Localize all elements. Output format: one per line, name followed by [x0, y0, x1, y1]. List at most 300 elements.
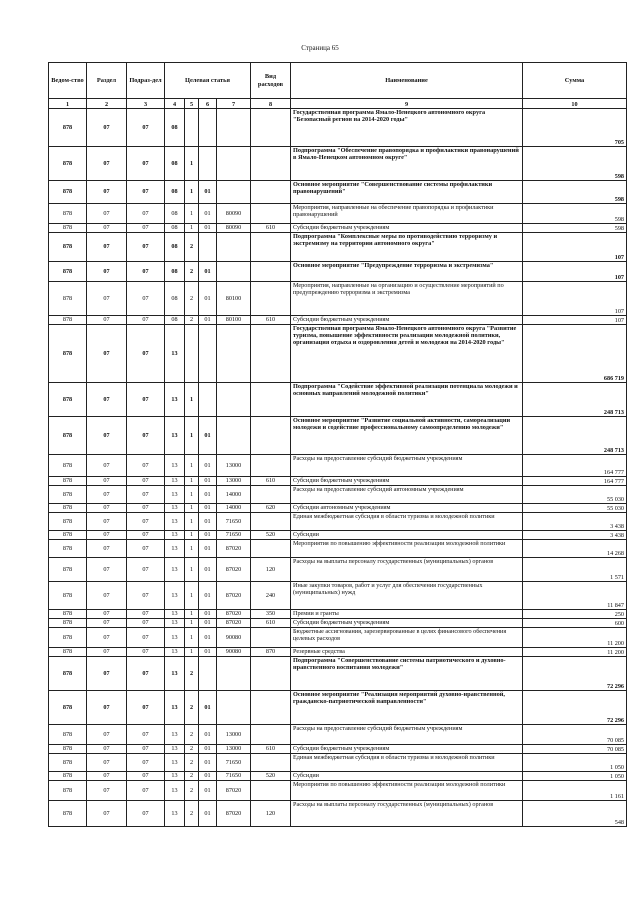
- target-program-cell: 08: [165, 316, 185, 325]
- amount-cell: 3 438: [523, 513, 627, 531]
- target-program-cell: 13: [165, 582, 185, 610]
- target-direction-cell: 87020: [217, 610, 251, 619]
- budget-table: [48, 62, 627, 827]
- target-event-cell: 01: [199, 486, 217, 504]
- expense-type-cell: [251, 325, 291, 383]
- razdel-cell: 07: [87, 486, 127, 504]
- target-direction-cell: 71650: [217, 513, 251, 531]
- target-subprogram-cell: 2: [185, 772, 199, 781]
- podrazdel-cell: 07: [127, 316, 165, 325]
- name-cell: Единая межбюджетная субсидия в области туризма и молодежной политики: [291, 754, 523, 772]
- podrazdel-cell: 07: [127, 513, 165, 531]
- name-cell: Расходы на предоставление субсидий автономным учреждениям: [291, 486, 523, 504]
- podrazdel-cell: 07: [127, 455, 165, 477]
- expense-type-cell: [251, 657, 291, 691]
- expense-type-cell: [251, 781, 291, 801]
- target-event-cell: 01: [199, 619, 217, 628]
- target-event-cell: 01: [199, 610, 217, 619]
- razdel-cell: 07: [87, 455, 127, 477]
- razdel-cell: 07: [87, 262, 127, 282]
- razdel-cell: 07: [87, 282, 127, 316]
- target-subprogram-cell: 1: [185, 582, 199, 610]
- razdel-cell: 07: [87, 181, 127, 204]
- table-row: [49, 801, 627, 827]
- podrazdel-cell: 07: [127, 725, 165, 745]
- podrazdel-cell: 07: [127, 781, 165, 801]
- vedomstvo-cell: 878: [49, 691, 87, 725]
- podrazdel-cell: 07: [127, 109, 165, 147]
- name-cell: Подпрограмма "Совершенствование системы патриотического и духовно-нравственного воспитания молодежи": [291, 657, 523, 691]
- vedomstvo-cell: 878: [49, 224, 87, 233]
- podrazdel-cell: 07: [127, 628, 165, 648]
- target-program-cell: 08: [165, 224, 185, 233]
- expense-type-cell: 610: [251, 619, 291, 628]
- table-row: [49, 233, 627, 262]
- podrazdel-cell: 07: [127, 147, 165, 181]
- header-naimenovanie: Наименование: [291, 63, 523, 99]
- target-event-cell: 01: [199, 282, 217, 316]
- expense-type-cell: 520: [251, 531, 291, 540]
- podrazdel-cell: 07: [127, 417, 165, 455]
- target-subprogram-cell: [185, 109, 199, 147]
- expense-type-cell: [251, 109, 291, 147]
- amount-cell: 72 296: [523, 691, 627, 725]
- name-cell: Субсидии бюджетным учреждениям: [291, 316, 523, 325]
- target-direction-cell: 80090: [217, 224, 251, 233]
- razdel-cell: 07: [87, 781, 127, 801]
- target-event-cell: 01: [199, 504, 217, 513]
- name-cell: Субсидии автономным учреждениям: [291, 504, 523, 513]
- target-event-cell: 01: [199, 754, 217, 772]
- razdel-cell: 07: [87, 477, 127, 486]
- column-number: 2: [87, 99, 127, 109]
- podrazdel-cell: 07: [127, 745, 165, 754]
- target-subprogram-cell: 2: [185, 745, 199, 754]
- vedomstvo-cell: 878: [49, 619, 87, 628]
- column-number: 7: [217, 99, 251, 109]
- target-direction-cell: [217, 383, 251, 417]
- target-program-cell: 13: [165, 417, 185, 455]
- table-row: [49, 486, 627, 504]
- table-row: [49, 628, 627, 648]
- amount-cell: 107: [523, 233, 627, 262]
- podrazdel-cell: 07: [127, 754, 165, 772]
- razdel-cell: 07: [87, 531, 127, 540]
- table-row: [49, 540, 627, 558]
- target-subprogram-cell: 1: [185, 181, 199, 204]
- expense-type-cell: 870: [251, 648, 291, 657]
- target-subprogram-cell: 1: [185, 477, 199, 486]
- vedomstvo-cell: 878: [49, 513, 87, 531]
- table-row: [49, 224, 627, 233]
- razdel-cell: 07: [87, 648, 127, 657]
- expense-type-cell: 610: [251, 316, 291, 325]
- target-direction-cell: [217, 233, 251, 262]
- amount-cell: 164 777: [523, 477, 627, 486]
- expense-type-cell: [251, 417, 291, 455]
- target-subprogram-cell: 1: [185, 504, 199, 513]
- header-summa: Сумма: [523, 63, 627, 99]
- name-cell: Субсидии бюджетным учреждениям: [291, 745, 523, 754]
- amount-cell: 3 438: [523, 531, 627, 540]
- target-direction-cell: 13000: [217, 725, 251, 745]
- expense-type-cell: 350: [251, 610, 291, 619]
- table-row: [49, 648, 627, 657]
- target-direction-cell: 71650: [217, 772, 251, 781]
- razdel-cell: 07: [87, 224, 127, 233]
- target-direction-cell: 90080: [217, 648, 251, 657]
- table-row: [49, 745, 627, 754]
- target-direction-cell: 13000: [217, 455, 251, 477]
- vedomstvo-cell: 878: [49, 181, 87, 204]
- vedomstvo-cell: 878: [49, 109, 87, 147]
- table-row: [49, 504, 627, 513]
- amount-cell: 72 296: [523, 657, 627, 691]
- expense-type-cell: [251, 147, 291, 181]
- table-row: [49, 610, 627, 619]
- name-cell: Мероприятия по повышению эффективности реализации молодежной политики: [291, 540, 523, 558]
- target-event-cell: 01: [199, 648, 217, 657]
- table-row: [49, 383, 627, 417]
- vedomstvo-cell: 878: [49, 147, 87, 181]
- column-number: 6: [199, 99, 217, 109]
- name-cell: Премии и гранты: [291, 610, 523, 619]
- target-program-cell: 13: [165, 325, 185, 383]
- target-subprogram-cell: 2: [185, 754, 199, 772]
- vedomstvo-cell: 878: [49, 262, 87, 282]
- vedomstvo-cell: 878: [49, 657, 87, 691]
- target-direction-cell: 80090: [217, 204, 251, 224]
- target-program-cell: 13: [165, 531, 185, 540]
- name-cell: Расходы на выплаты персоналу государственных (муниципальных) органов: [291, 558, 523, 582]
- target-event-cell: 01: [199, 745, 217, 754]
- target-subprogram-cell: 2: [185, 233, 199, 262]
- column-number: 1: [49, 99, 87, 109]
- podrazdel-cell: 07: [127, 224, 165, 233]
- target-direction-cell: 80100: [217, 316, 251, 325]
- target-event-cell: 01: [199, 582, 217, 610]
- target-direction-cell: 87020: [217, 801, 251, 827]
- target-subprogram-cell: 2: [185, 781, 199, 801]
- amount-cell: 598: [523, 181, 627, 204]
- name-cell: Субсидии бюджетным учреждениям: [291, 224, 523, 233]
- table-row: [49, 477, 627, 486]
- expense-type-cell: [251, 725, 291, 745]
- expense-type-cell: [251, 540, 291, 558]
- razdel-cell: 07: [87, 754, 127, 772]
- table-row: [49, 657, 627, 691]
- target-event-cell: 01: [199, 558, 217, 582]
- target-direction-cell: 80100: [217, 282, 251, 316]
- target-program-cell: 13: [165, 745, 185, 754]
- target-subprogram-cell: 1: [185, 619, 199, 628]
- podrazdel-cell: 07: [127, 648, 165, 657]
- header-vedomstvo: Ведом-ство: [49, 63, 87, 99]
- target-program-cell: 08: [165, 262, 185, 282]
- target-event-cell: 01: [199, 801, 217, 827]
- expense-type-cell: [251, 486, 291, 504]
- name-cell: Бюджетные ассигнования, зарезервированные в целях финансового обеспечения целевых расходов: [291, 628, 523, 648]
- amount-cell: 164 777: [523, 455, 627, 477]
- target-program-cell: 13: [165, 725, 185, 745]
- expense-type-cell: [251, 754, 291, 772]
- name-cell: Резервные средства: [291, 648, 523, 657]
- amount-cell: 1 050: [523, 772, 627, 781]
- vedomstvo-cell: 878: [49, 204, 87, 224]
- target-subprogram-cell: 1: [185, 540, 199, 558]
- name-cell: Мероприятия, направленные на обеспечение правопорядка и профилактики правонарушений: [291, 204, 523, 224]
- amount-cell: 598: [523, 147, 627, 181]
- expense-type-cell: [251, 282, 291, 316]
- target-program-cell: 13: [165, 504, 185, 513]
- razdel-cell: 07: [87, 383, 127, 417]
- amount-cell: 70 085: [523, 745, 627, 754]
- amount-cell: 11 200: [523, 628, 627, 648]
- target-direction-cell: [217, 147, 251, 181]
- target-program-cell: 13: [165, 648, 185, 657]
- vedomstvo-cell: 878: [49, 477, 87, 486]
- razdel-cell: 07: [87, 504, 127, 513]
- amount-cell: 55 030: [523, 504, 627, 513]
- expense-type-cell: [251, 628, 291, 648]
- target-direction-cell: 71650: [217, 754, 251, 772]
- name-cell: Субсидии бюджетным учреждениям: [291, 477, 523, 486]
- razdel-cell: 07: [87, 582, 127, 610]
- vedomstvo-cell: 878: [49, 582, 87, 610]
- column-number: 5: [185, 99, 199, 109]
- target-subprogram-cell: 1: [185, 204, 199, 224]
- razdel-cell: 07: [87, 610, 127, 619]
- razdel-cell: 07: [87, 801, 127, 827]
- amount-cell: 248 713: [523, 383, 627, 417]
- vedomstvo-cell: 878: [49, 233, 87, 262]
- table-row: [49, 582, 627, 610]
- expense-type-cell: [251, 383, 291, 417]
- amount-cell: 598: [523, 204, 627, 224]
- podrazdel-cell: 07: [127, 383, 165, 417]
- razdel-cell: 07: [87, 745, 127, 754]
- expense-type-cell: [251, 233, 291, 262]
- name-cell: Единая межбюджетная субсидия в области туризма и молодежной политики: [291, 513, 523, 531]
- target-program-cell: 08: [165, 181, 185, 204]
- target-subprogram-cell: [185, 325, 199, 383]
- amount-cell: 55 030: [523, 486, 627, 504]
- target-program-cell: 08: [165, 147, 185, 181]
- target-direction-cell: 14000: [217, 504, 251, 513]
- vedomstvo-cell: 878: [49, 504, 87, 513]
- name-cell: Подпрограмма "Содействие эффективной реализации потенциала молодежи и основных направлений молодежной политики": [291, 383, 523, 417]
- target-event-cell: 01: [199, 531, 217, 540]
- target-direction-cell: 87020: [217, 558, 251, 582]
- razdel-cell: 07: [87, 691, 127, 725]
- expense-type-cell: [251, 455, 291, 477]
- name-cell: Подпрограмма "Обеспечение правопорядка и профилактики правонарушений в Ямало-Ненецком автономном округе": [291, 147, 523, 181]
- razdel-cell: 07: [87, 513, 127, 531]
- amount-cell: 1 571: [523, 558, 627, 582]
- target-subprogram-cell: 1: [185, 558, 199, 582]
- target-program-cell: 13: [165, 513, 185, 531]
- table-row: [49, 725, 627, 745]
- podrazdel-cell: 07: [127, 610, 165, 619]
- name-cell: Мероприятия по повышению эффективности реализации молодежной политики: [291, 781, 523, 801]
- target-program-cell: 13: [165, 754, 185, 772]
- target-event-cell: [199, 325, 217, 383]
- amount-cell: 1 050: [523, 754, 627, 772]
- target-program-cell: 13: [165, 619, 185, 628]
- table-row: [49, 513, 627, 531]
- target-program-cell: 13: [165, 628, 185, 648]
- podrazdel-cell: 07: [127, 325, 165, 383]
- expense-type-cell: 610: [251, 745, 291, 754]
- target-event-cell: 01: [199, 316, 217, 325]
- vedomstvo-cell: 878: [49, 486, 87, 504]
- target-subprogram-cell: 2: [185, 316, 199, 325]
- target-subprogram-cell: 1: [185, 147, 199, 181]
- name-cell: Иные закупки товаров, работ и услуг для обеспечения государственных (муниципальных) нужд: [291, 582, 523, 610]
- razdel-cell: 07: [87, 725, 127, 745]
- target-event-cell: 01: [199, 540, 217, 558]
- target-event-cell: 01: [199, 181, 217, 204]
- amount-cell: 11 200: [523, 648, 627, 657]
- target-event-cell: 01: [199, 725, 217, 745]
- razdel-cell: 07: [87, 657, 127, 691]
- target-program-cell: 08: [165, 204, 185, 224]
- razdel-cell: 07: [87, 417, 127, 455]
- target-event-cell: 01: [199, 224, 217, 233]
- table-row: [49, 558, 627, 582]
- column-number: 4: [165, 99, 185, 109]
- table-row: [49, 772, 627, 781]
- target-event-cell: 01: [199, 455, 217, 477]
- expense-type-cell: [251, 181, 291, 204]
- target-event-cell: 01: [199, 772, 217, 781]
- target-direction-cell: [217, 181, 251, 204]
- column-number: 9: [291, 99, 523, 109]
- vedomstvo-cell: 878: [49, 540, 87, 558]
- table-row: [49, 147, 627, 181]
- target-direction-cell: [217, 262, 251, 282]
- target-direction-cell: 71650: [217, 531, 251, 540]
- table-row: [49, 754, 627, 772]
- razdel-cell: 07: [87, 147, 127, 181]
- target-subprogram-cell: 2: [185, 725, 199, 745]
- table-row: [49, 109, 627, 147]
- podrazdel-cell: 07: [127, 181, 165, 204]
- amount-cell: 705: [523, 109, 627, 147]
- amount-cell: 600: [523, 619, 627, 628]
- target-direction-cell: 87020: [217, 540, 251, 558]
- razdel-cell: 07: [87, 540, 127, 558]
- target-program-cell: 08: [165, 233, 185, 262]
- razdel-cell: 07: [87, 619, 127, 628]
- page-number: Страница 65: [301, 44, 339, 52]
- vedomstvo-cell: 878: [49, 325, 87, 383]
- podrazdel-cell: 07: [127, 282, 165, 316]
- target-direction-cell: [217, 325, 251, 383]
- podrazdel-cell: 07: [127, 504, 165, 513]
- podrazdel-cell: 07: [127, 531, 165, 540]
- amount-cell: 1 161: [523, 781, 627, 801]
- name-cell: Основное мероприятие "Совершенствование системы профилактики правонарушений": [291, 181, 523, 204]
- target-program-cell: 13: [165, 558, 185, 582]
- target-subprogram-cell: 1: [185, 486, 199, 504]
- expense-type-cell: 610: [251, 224, 291, 233]
- target-direction-cell: 87020: [217, 582, 251, 610]
- expense-type-cell: [251, 204, 291, 224]
- target-direction-cell: [217, 109, 251, 147]
- name-cell: Расходы на предоставление субсидий бюджетным учреждениям: [291, 455, 523, 477]
- column-number: 10: [523, 99, 627, 109]
- target-program-cell: 13: [165, 486, 185, 504]
- podrazdel-cell: 07: [127, 540, 165, 558]
- header-razdel: Раздел: [87, 63, 127, 99]
- podrazdel-cell: 07: [127, 262, 165, 282]
- target-subprogram-cell: 1: [185, 531, 199, 540]
- table-row: [49, 282, 627, 316]
- vedomstvo-cell: 878: [49, 282, 87, 316]
- name-cell: Подпрограмма "Комплексные меры по противодействию терроризму и экстремизму на территории автономного округа": [291, 233, 523, 262]
- target-event-cell: 01: [199, 204, 217, 224]
- target-event-cell: [199, 233, 217, 262]
- podrazdel-cell: 07: [127, 558, 165, 582]
- vedomstvo-cell: 878: [49, 754, 87, 772]
- target-subprogram-cell: 1: [185, 417, 199, 455]
- amount-cell: 107: [523, 262, 627, 282]
- target-event-cell: 01: [199, 781, 217, 801]
- table-row: [49, 691, 627, 725]
- vedomstvo-cell: 878: [49, 455, 87, 477]
- razdel-cell: 07: [87, 109, 127, 147]
- table-row: [49, 316, 627, 325]
- header-podrazdel: Подраз-дел: [127, 63, 165, 99]
- amount-cell: 107: [523, 282, 627, 316]
- vedomstvo-cell: 878: [49, 781, 87, 801]
- target-program-cell: 08: [165, 282, 185, 316]
- vedomstvo-cell: 878: [49, 725, 87, 745]
- vedomstvo-cell: 878: [49, 417, 87, 455]
- target-subprogram-cell: 1: [185, 455, 199, 477]
- target-subprogram-cell: 1: [185, 628, 199, 648]
- amount-cell: 250: [523, 610, 627, 619]
- target-program-cell: 13: [165, 801, 185, 827]
- amount-cell: 598: [523, 224, 627, 233]
- target-direction-cell: 14000: [217, 486, 251, 504]
- expense-type-cell: 240: [251, 582, 291, 610]
- target-program-cell: 13: [165, 383, 185, 417]
- expense-type-cell: 120: [251, 558, 291, 582]
- podrazdel-cell: 07: [127, 772, 165, 781]
- table-row: [49, 204, 627, 224]
- target-direction-cell: 87020: [217, 781, 251, 801]
- razdel-cell: 07: [87, 325, 127, 383]
- target-program-cell: 13: [165, 477, 185, 486]
- target-direction-cell: 87020: [217, 619, 251, 628]
- amount-cell: 14 268: [523, 540, 627, 558]
- vedomstvo-cell: 878: [49, 316, 87, 325]
- table-row: [49, 417, 627, 455]
- target-event-cell: 01: [199, 477, 217, 486]
- header-vid-rashodov: Вид расходов: [251, 63, 291, 99]
- table-row: [49, 181, 627, 204]
- razdel-cell: 07: [87, 233, 127, 262]
- vedomstvo-cell: 878: [49, 801, 87, 827]
- vedomstvo-cell: 878: [49, 610, 87, 619]
- name-cell: Расходы на выплаты персоналу государственных (муниципальных) органов: [291, 801, 523, 827]
- target-program-cell: 08: [165, 109, 185, 147]
- podrazdel-cell: 07: [127, 486, 165, 504]
- name-cell: Мероприятия, направленные на организацию и осуществление мероприятий по предупреждению терроризма и экстремизма: [291, 282, 523, 316]
- target-event-cell: 01: [199, 691, 217, 725]
